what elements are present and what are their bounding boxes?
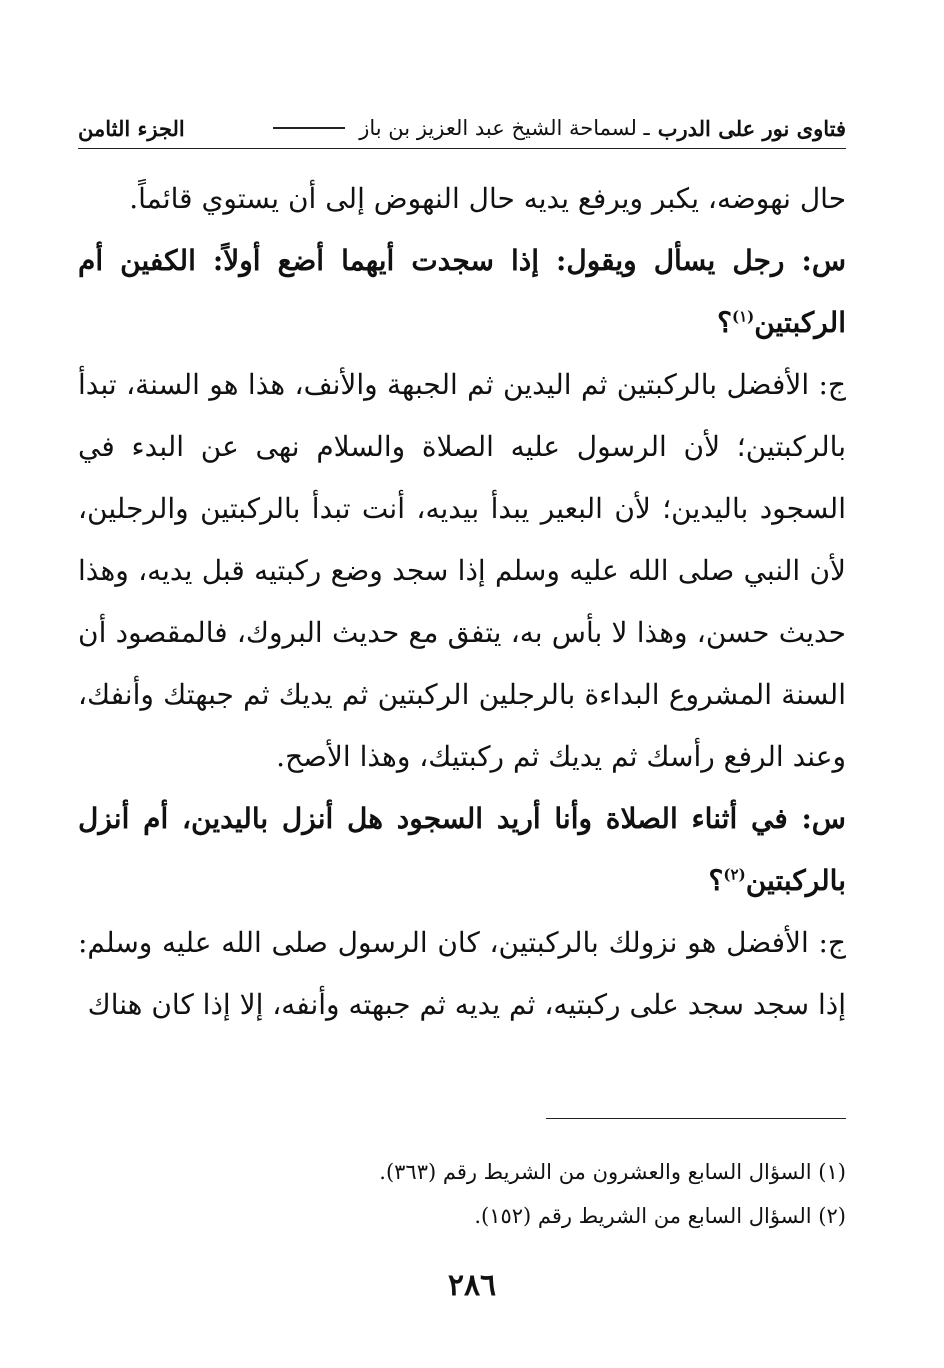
question-1-end: ؟ [717, 306, 732, 339]
question-2 [78, 788, 846, 912]
question-2-text: س: في أثناء الصلاة وأنا أريد السجود هل أنزل باليدين، أم أنزل بالركبتين [78, 802, 846, 897]
answer-2: ج: الأفضل هو نزولك بالركبتين، كان الرسول صلى الله عليه وسلم: إذا سجد سجد على ركبتيه، ثم يديه ثم جبهته وأنفه، إلا إذا كان هناك [78, 926, 846, 1021]
running-header [78, 108, 846, 149]
header-series-title: فتاوى نور على الدرب [657, 115, 846, 141]
header-title-group [267, 116, 846, 141]
answer-1: ج: الأفضل بالركبتين ثم اليدين ثم الجبهة والأنف، هذا هو السنة، تبدأ بالركبتين؛ لأن الرسول عليه الصلاة والسلام نهى عن البدء في السجود باليدين؛ لأن البعير يبدأ بيديه، أنت تبدأ بالركبتين والرجلين، لأن النبي صلى الله عليه وسلم إذا سجد وضع ركبتيه قبل يديه، وهذا حديث حسن، وهذا لا بأس به، يتفق مع حديث البروك، فالمقصود أن السنة المشروع البداءة بالرجلين الركبتين ثم يديك ثم جبهتك وأنفك، وعند الرفع رأسك ثم يديك ثم ركبتيك، وهذا الأصح. [78, 368, 847, 773]
header-rule [273, 127, 345, 129]
header-author: ـ لسماحة الشيخ عبد العزيز بن باز [359, 116, 650, 140]
footnotes [78, 1150, 846, 1238]
body-paragraph-intro: حال نهوضه، يكبر ويرفع يديه حال النهوض إلى أن يستوي قائماً. [129, 182, 846, 215]
header-part: الجزء الثامن [78, 115, 185, 141]
footnote-2: (٢) السؤال السابع من الشريط رقم (١٥٢). [474, 1204, 846, 1228]
question-2-end: ؟ [708, 864, 724, 897]
question-1 [78, 230, 846, 354]
footnote-1: (١) السؤال السابع والعشرون من الشريط رقم (٣٦٣). [379, 1160, 846, 1184]
page-number: ٢٨٦ [447, 1268, 497, 1303]
footnote-ref-2: (٢) [723, 865, 746, 884]
footnote-ref-1: (١) [731, 307, 755, 326]
question-1-text: س: رجل يسأل ويقول: إذا سجدت أيهما أضع أولاً: الكفين أم الركبتين [78, 244, 846, 339]
page-body [78, 168, 846, 1036]
footnote-separator [546, 1118, 846, 1119]
